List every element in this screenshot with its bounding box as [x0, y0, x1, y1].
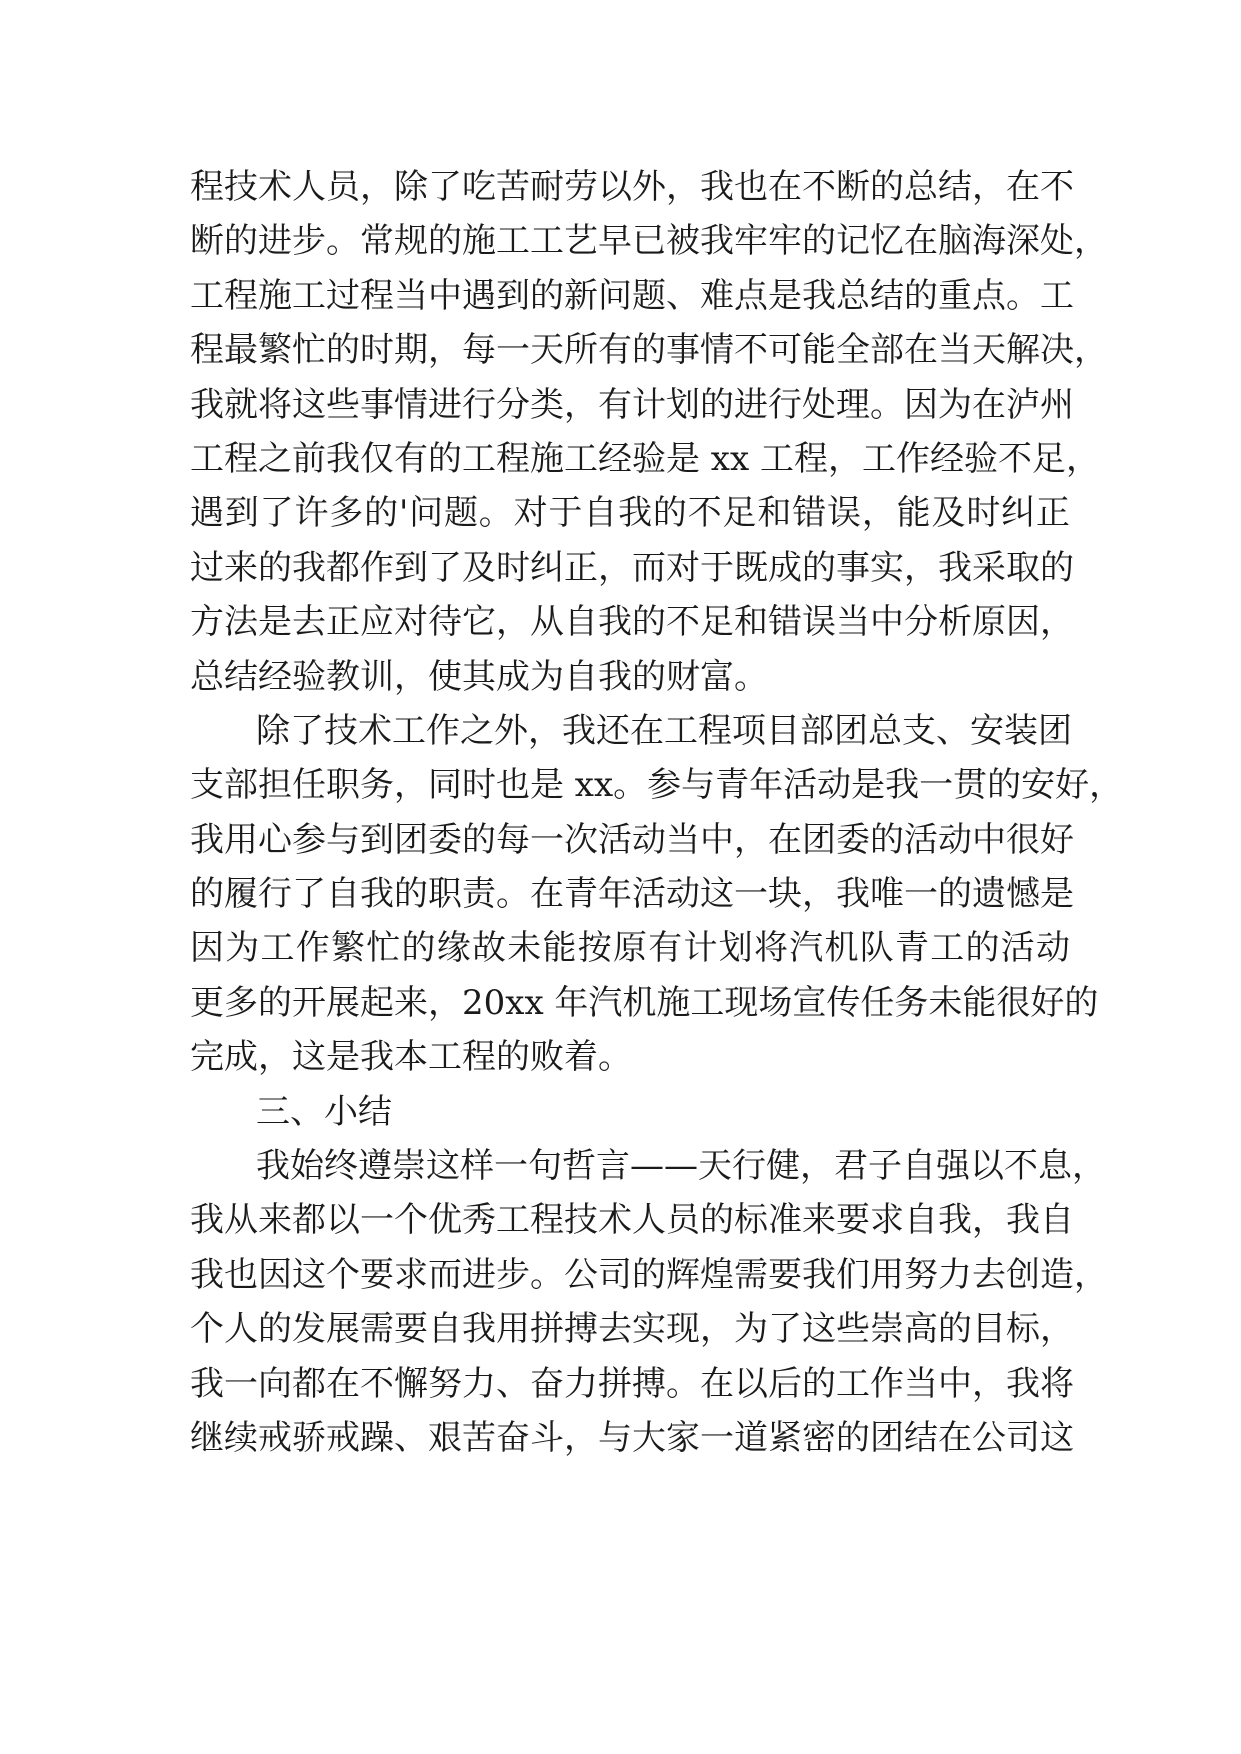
text-line: 遇到了许多的'问题。对于自我的不足和错误，能及时纠正: [190, 493, 1070, 534]
text-line: 我用心参与到团委的每一次活动当中，在团委的活动中很好: [190, 819, 1074, 860]
text-line: 我从来都以一个优秀工程技术人员的标准来要求自我，我自: [190, 1200, 1074, 1241]
text-line: 更多的开展起来，20xx 年汽机施工现场宣传任务未能很好的: [190, 982, 1099, 1023]
text-line: 程技术人员，除了吃苦耐劳以外，我也在不断的总结，在不: [190, 167, 1074, 207]
document-body: [190, 160, 1124, 1465]
text-line: 工程之前我仅有的工程施工经验是 xx 工程，工作经验不足，: [190, 438, 1100, 479]
text-line: 我就将这些事情进行分类，有计划的进行处理。因为在泸州: [190, 384, 1074, 425]
text-line: 三、小结: [256, 1091, 392, 1132]
text-line: 完成，这是我本工程的败着。: [190, 1037, 632, 1078]
text-line: 工程施工过程当中遇到的新问题、难点是我总结的重点。工: [190, 275, 1074, 316]
text-line: 除了技术工作之外，我还在工程项目部团总支、安装团: [256, 710, 1072, 751]
text-line: 我一向都在不懈努力、奋力拼搏。在以后的工作当中，我将: [190, 1363, 1074, 1404]
text-line: 我也因这个要求而进步。公司的辉煌需要我们用努力去创造，: [190, 1254, 1108, 1295]
text-line: 支部担任职务，同时也是 xx。参与青年活动是我一贯的安好，: [190, 765, 1124, 806]
text-line: 个人的发展需要自我用拼搏去实现，为了这些崇高的目标，: [190, 1309, 1074, 1350]
text-line: 过来的我都作到了及时纠正，而对于既成的事实，我采取的: [190, 547, 1074, 588]
text-line: 因为工作繁忙的缘故未能按原有计划将汽机队青工的活动: [190, 928, 1070, 969]
text-line: 我始终遵崇这样一句哲言——天行健，君子自强以不息，: [256, 1146, 1106, 1187]
text-line: 继续戒骄戒躁、艰苦奋斗，与大家一道紧密的团结在公司这: [190, 1417, 1074, 1458]
text-line: 方法是去正应对待它，从自我的不足和错误当中分析原因，: [190, 602, 1074, 643]
text-line: 断的进步。常规的施工工艺早已被我牢牢的记忆在脑海深处，: [190, 221, 1108, 262]
text-line: 总结经验教训，使其成为自我的财富。: [190, 656, 768, 697]
text-line: 的履行了自我的职责。在青年活动这一块，我唯一的遗憾是: [190, 874, 1074, 915]
text-line: 程最繁忙的时期，每一天所有的事情不可能全部在当天解决，: [190, 330, 1108, 371]
